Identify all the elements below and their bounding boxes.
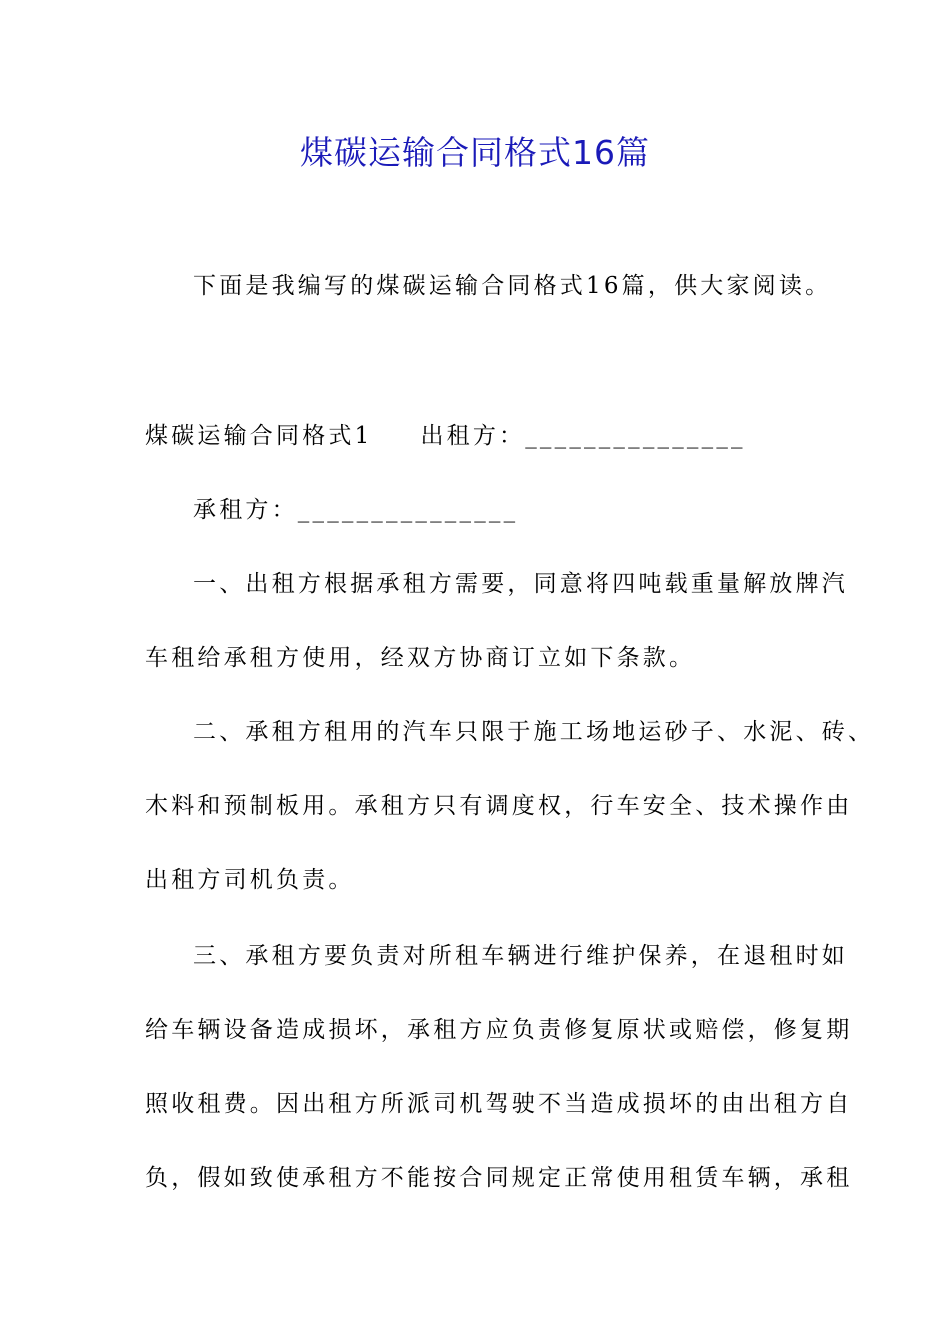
body-line: 木料和预制板用。承租方只有调度权，行车安全、技术操作由 [145,793,853,819]
body-line: 二、承租方租用的汽车只限于施工场地运砂子、水泥、砖、 [193,719,875,745]
section-heading: 煤碳运输合同格式1 [145,423,373,449]
page-title: 煤碳运输合同格式16篇 [300,133,650,172]
lessor-line: 出租方：_______________ [420,423,746,449]
body-line: 出租方司机负责。 [145,867,355,893]
section-heading-row [145,418,746,454]
intro-paragraph: 下面是我编写的煤碳运输合同格式16篇，供大家阅读。 [193,273,832,299]
body-line: 三、承租方要负责对所租车辆进行维护保养，在退租时如 [193,943,848,969]
body-line: 车租给承租方使用，经双方协商订立如下条款。 [145,645,696,671]
body-line: 给车辆设备造成损坏，承租方应负责修复原状或赔偿，修复期 [145,1017,853,1043]
lessee-line: 承租方：_______________ [193,497,519,523]
body-line: 一、出租方根据承租方需要，同意将四吨载重量解放牌汽 [193,571,848,597]
body-line: 负，假如致使承租方不能按合同规定正常使用租赁车辆，承租 [145,1165,853,1191]
body-line: 照收租费。因出租方所派司机驾驶不当造成损坏的由出租方自 [145,1091,853,1117]
